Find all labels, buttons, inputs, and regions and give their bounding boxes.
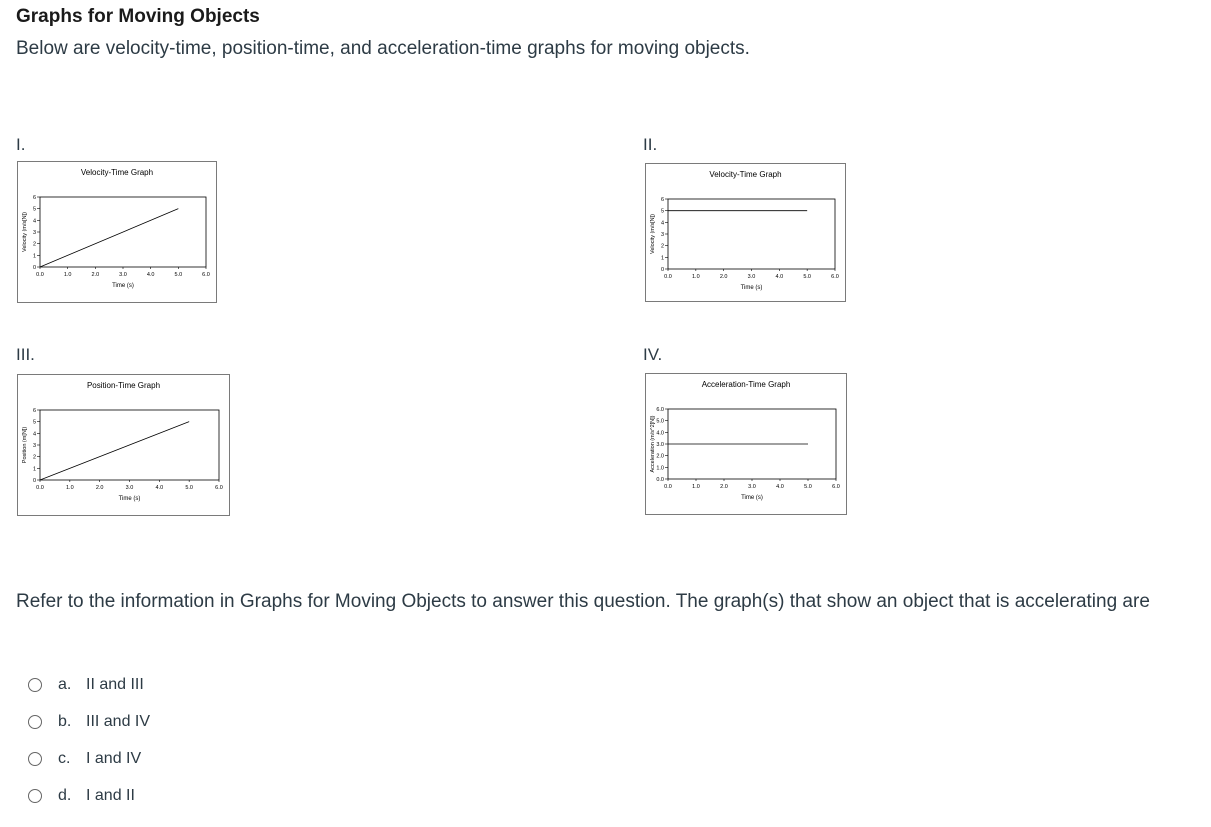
answer-letter: a. xyxy=(58,675,72,693)
y-tick-label: 1 xyxy=(32,466,36,473)
x-axis-label: Time (s) xyxy=(118,496,141,502)
graph-4-label: IV. xyxy=(643,345,663,364)
radio-button[interactable] xyxy=(28,789,42,803)
x-tick-label: 6.0 xyxy=(831,274,839,280)
section-title: Graphs for Moving Objects xyxy=(16,6,260,27)
chart-title: Velocity-Time Graph xyxy=(709,170,782,179)
x-tick-label: 0.0 xyxy=(664,484,672,490)
x-tick-label: 1.0 xyxy=(692,484,700,490)
y-tick-label: 3 xyxy=(32,230,36,236)
answer-option-c[interactable] xyxy=(28,740,150,777)
answer-text: II and III xyxy=(86,675,144,693)
intro-text: Below are velocity-time, position-time, and acceleration-time graphs for moving objects. xyxy=(16,38,750,59)
x-tick-label: 1.0 xyxy=(66,485,74,491)
x-axis-label: Time (s) xyxy=(112,283,134,289)
answer-letter: b. xyxy=(58,712,72,730)
radio-button[interactable] xyxy=(28,678,42,692)
x-tick-label: 3.0 xyxy=(747,274,756,280)
answer-option-d[interactable] xyxy=(28,777,150,814)
chart-title: Velocity-Time Graph xyxy=(80,168,154,177)
y-tick-label: 6 xyxy=(32,195,36,201)
answer-list xyxy=(28,666,150,814)
y-tick-label: 5.0 xyxy=(656,418,664,425)
x-axis-label: Time (s) xyxy=(740,285,763,291)
y-tick-label: 4.0 xyxy=(656,430,664,437)
question-text: Refer to the information in Graphs for Moving Objects to answer this question. The graph(s) that show an object that is accelerating are xyxy=(16,591,1150,612)
x-axis-label: Time (s) xyxy=(741,495,763,501)
x-tick-label: 2.0 xyxy=(720,484,728,490)
x-tick-label: 0.0 xyxy=(36,272,44,278)
answer-letter: c. xyxy=(58,749,71,767)
graph-1 xyxy=(17,161,217,303)
plot-area xyxy=(668,199,835,269)
x-tick-label: 6.0 xyxy=(215,485,223,491)
y-tick-label: 6 xyxy=(660,197,664,203)
chart-title: Acceleration-Time Graph xyxy=(701,380,791,389)
graph-4-svg xyxy=(646,374,846,514)
y-axis-label: Velocity (m/s[N]) xyxy=(22,211,28,253)
radio-button[interactable] xyxy=(28,752,42,766)
y-tick-label: 1 xyxy=(32,253,36,260)
x-tick-label: 1.0 xyxy=(692,274,700,280)
x-tick-label: 5.0 xyxy=(185,485,193,491)
graph-1-svg xyxy=(18,162,216,302)
x-tick-label: 3.0 xyxy=(748,484,756,490)
x-tick-label: 4.0 xyxy=(776,484,784,490)
answer-text: I and II xyxy=(86,786,135,804)
x-tick-label: 5.0 xyxy=(174,272,183,278)
y-tick-label: 2 xyxy=(660,243,664,250)
chart-title: Position-Time Graph xyxy=(86,381,161,390)
x-tick-label: 2.0 xyxy=(95,485,104,491)
x-tick-label: 6.0 xyxy=(202,272,210,278)
data-line xyxy=(40,209,178,267)
y-tick-label: 1 xyxy=(660,255,664,262)
data-line xyxy=(40,422,189,480)
answer-text: I and IV xyxy=(86,749,142,767)
y-axis-label: Position (m[N]) xyxy=(22,426,28,464)
graph-2-svg xyxy=(646,164,845,301)
y-tick-label: 2 xyxy=(32,454,36,461)
x-tick-label: 0.0 xyxy=(36,485,44,491)
y-tick-label: 4 xyxy=(32,431,36,438)
y-tick-label: 3 xyxy=(32,443,36,449)
x-tick-label: 4.0 xyxy=(146,272,155,278)
x-tick-label: 0.0 xyxy=(664,274,672,280)
y-tick-label: 0 xyxy=(32,478,36,484)
y-tick-label: 6 xyxy=(32,408,36,414)
y-tick-label: 4 xyxy=(32,218,36,225)
y-axis-label: Velocity (m/s[N]) xyxy=(650,213,656,255)
y-tick-label: 1.0 xyxy=(656,465,664,472)
x-tick-label: 2.0 xyxy=(719,274,728,280)
graph-4 xyxy=(645,373,847,515)
y-tick-label: 6.0 xyxy=(656,407,664,413)
y-tick-label: 2.0 xyxy=(656,453,664,460)
y-tick-label: 3 xyxy=(660,232,664,238)
graph-2 xyxy=(645,163,846,302)
y-tick-label: 5 xyxy=(660,208,664,215)
y-tick-label: 5 xyxy=(32,206,36,213)
graph-2-label: II. xyxy=(643,135,658,154)
x-tick-label: 2.0 xyxy=(91,272,100,278)
y-tick-label: 0 xyxy=(32,265,36,271)
x-tick-label: 5.0 xyxy=(804,484,812,490)
x-tick-label: 3.0 xyxy=(119,272,127,278)
y-tick-label: 2 xyxy=(32,241,36,248)
x-tick-label: 4.0 xyxy=(775,274,784,280)
x-tick-label: 5.0 xyxy=(803,274,811,280)
y-axis-label: Acceleration (m/s^2[N]) xyxy=(650,415,656,473)
graph-3-svg xyxy=(18,375,229,515)
x-tick-label: 1.0 xyxy=(63,272,72,278)
y-tick-label: 0.0 xyxy=(656,477,664,483)
answer-option-a[interactable] xyxy=(28,666,150,703)
radio-button[interactable] xyxy=(28,715,42,729)
x-tick-label: 6.0 xyxy=(832,484,840,490)
answer-option-b[interactable] xyxy=(28,703,150,740)
y-tick-label: 0 xyxy=(660,267,664,273)
y-tick-label: 3.0 xyxy=(656,442,664,448)
graph-1-label: I. xyxy=(16,135,26,154)
answer-text: III and IV xyxy=(86,712,151,730)
graph-3-label: III. xyxy=(16,345,35,364)
answer-letter: d. xyxy=(58,786,72,804)
x-tick-label: 4.0 xyxy=(155,485,164,491)
graph-3 xyxy=(17,374,230,516)
y-tick-label: 5 xyxy=(32,419,36,426)
x-tick-label: 3.0 xyxy=(125,485,134,491)
y-tick-label: 4 xyxy=(660,220,664,227)
